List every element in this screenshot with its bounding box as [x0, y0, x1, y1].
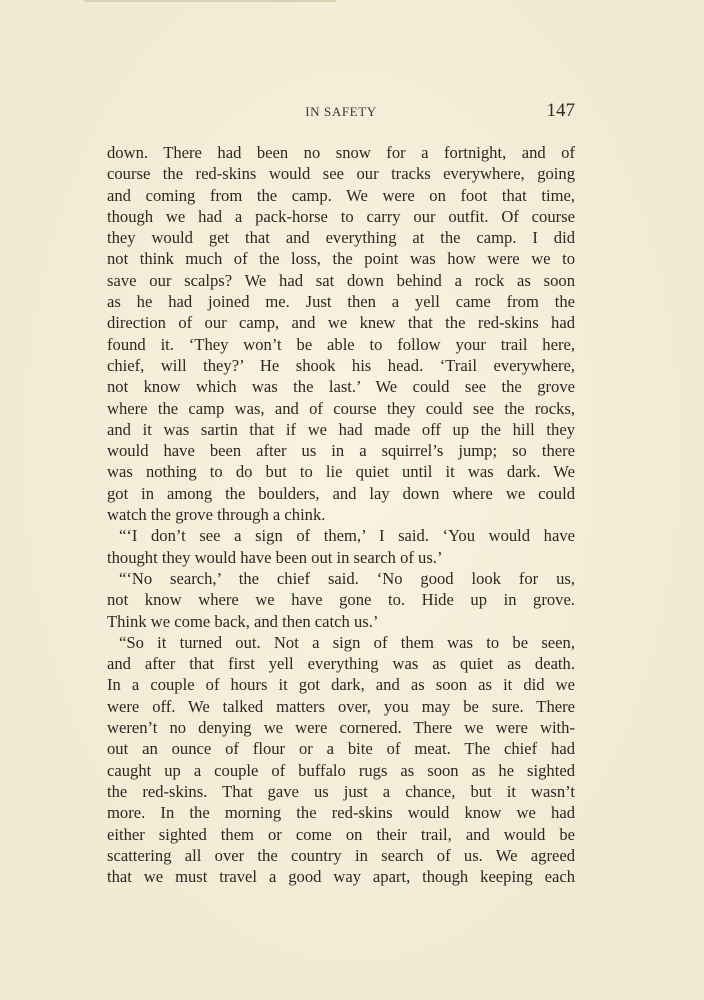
page-edge-mark — [84, 0, 336, 2]
text-line: caught up a couple of buffalo rugs as soon as he sighted — [107, 760, 575, 780]
page-number: 147 — [546, 100, 575, 121]
text-line: “‘No search,’ the chief said. ‘No good look for us, — [119, 568, 575, 588]
text-line: chief, will they?’ He shook his head. ‘Trail everywhere, — [107, 355, 575, 375]
text-line: as he had joined me. Just then a yell came from the — [107, 292, 575, 312]
text-line: they would get that and everything at the camp. I did — [107, 228, 575, 248]
text-line: where the camp was, and of course they could see the rocks, — [107, 398, 575, 418]
text-line: In a couple of hours it got dark, and as soon as it did we — [107, 675, 575, 695]
text-line: weren’t no denying we were cornered. There we were with- — [107, 718, 575, 738]
text-line: would have been after us in a squirrel’s jump; so there — [107, 441, 575, 461]
text-line: Think we come back, and then catch us.’ — [107, 611, 379, 631]
text-line: the red-skins. That gave us just a chance, but it wasn’t — [107, 781, 575, 801]
text-line: was nothing to do but to lie quiet until it was dark. We — [107, 462, 575, 482]
text-line: found it. ‘They won’t be able to follow your trail here, — [107, 334, 575, 354]
text-line: got in among the boulders, and lay down where we could — [107, 483, 575, 503]
text-line: and after that first yell everything was as quiet as death. — [107, 654, 575, 674]
text-line: not know where we have gone to. Hide up in grove. — [107, 590, 575, 610]
text-line: direction of our camp, and we knew that the red-skins had — [107, 313, 575, 333]
text-line: “So it turned out. Not a sign of them was to be seen, — [119, 632, 575, 652]
text-line: that we must travel a good way apart, though keeping each — [107, 867, 575, 887]
body-text — [107, 142, 575, 887]
text-line: were off. We talked matters over, you may be sure. There — [107, 696, 575, 716]
page-header — [107, 100, 575, 126]
text-line: save our scalps? We had sat down behind a rock as soon — [107, 270, 575, 290]
text-line: not think much of the loss, the point was how were we to — [107, 249, 575, 269]
text-line: watch the grove through a chink. — [107, 505, 326, 525]
text-line: though we had a pack-horse to carry our outfit. Of course — [107, 206, 575, 226]
text-line: either sighted them or come on their trail, and would be — [107, 824, 575, 844]
text-line: and coming from the camp. We were on foot that time, — [107, 185, 575, 205]
text-line: course the red-skins would see our tracks everywhere, going — [107, 164, 575, 184]
text-line: out an ounce of flour or a bite of meat. The chief had — [107, 739, 575, 759]
text-line: down. There had been no snow for a fortnight, and of — [107, 143, 575, 162]
running-head: IN SAFETY — [305, 104, 377, 119]
text-line: not know which was the last.’ We could see the grove — [107, 377, 575, 397]
text-line: scattering all over the country in search of us. We agreed — [107, 845, 575, 865]
text-line: and it was sartin that if we had made off up the hill they — [107, 419, 575, 439]
text-line: thought they would have been out in search of us.’ — [107, 547, 443, 567]
text-line: more. In the morning the red-skins would know we had — [107, 803, 575, 823]
text-line: “‘I don’t see a sign of them,’ I said. ‘You would have — [119, 526, 575, 546]
